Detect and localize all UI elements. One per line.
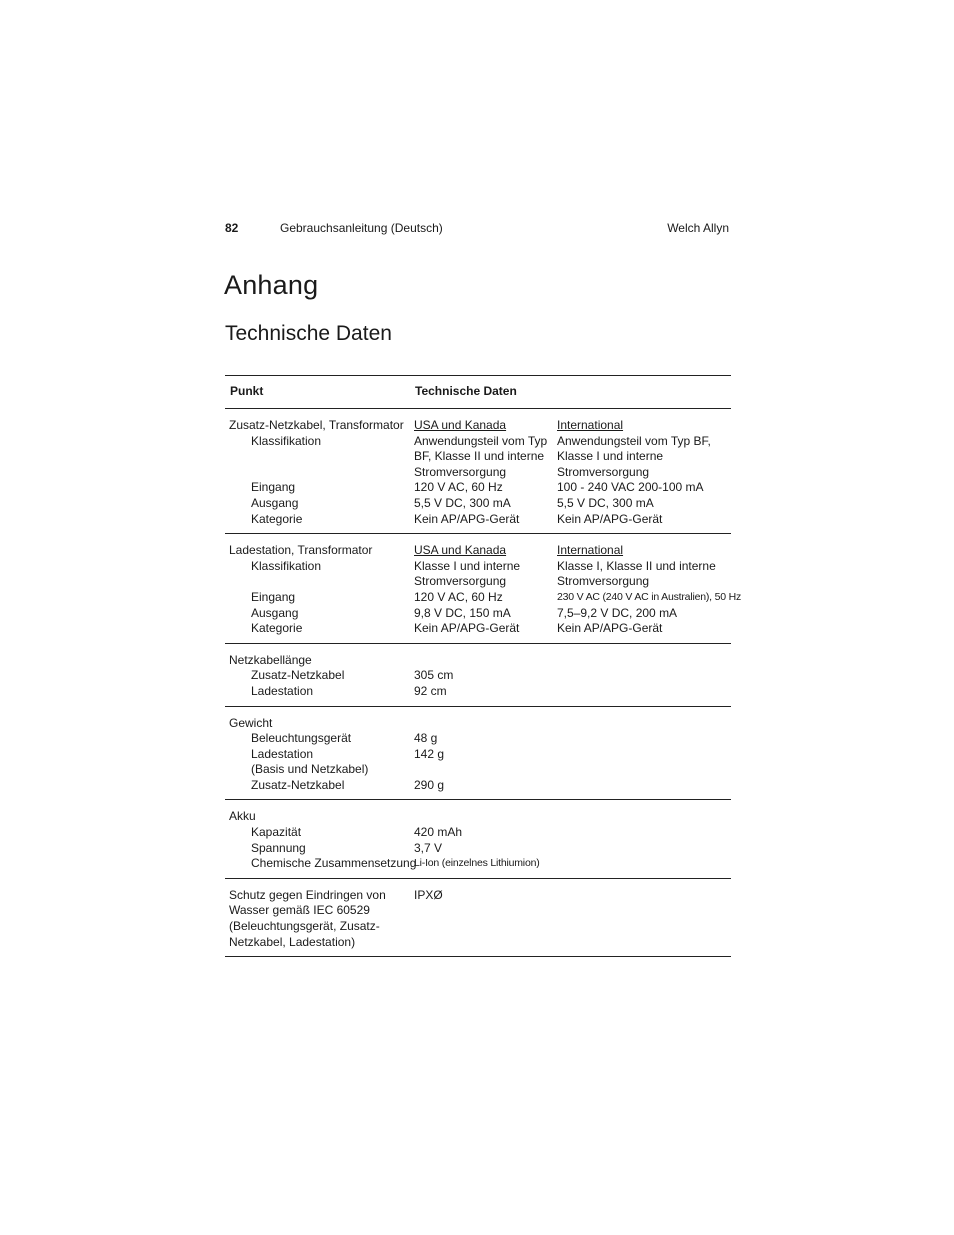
cell-value: Li-Ion (einzelnes Lithiumion) <box>414 857 540 870</box>
section-title: Technische Daten <box>225 322 392 345</box>
cell-value: BF, Klasse II und interne <box>414 449 545 464</box>
row-label: Zusatz-Netzkabel <box>251 668 345 683</box>
cell-value: 7,5–9,2 V DC, 200 mA <box>557 605 678 620</box>
row-label: Netzkabel, Ladestation) <box>229 934 356 949</box>
cell-value: 5,5 V DC, 300 mA <box>557 495 654 510</box>
cell-value: Kein AP/APG-Gerät <box>557 621 663 636</box>
cell-value: 305 cm <box>414 668 454 683</box>
brand-name: Welch Allyn <box>667 221 729 235</box>
cell-value: IPXØ <box>414 887 443 902</box>
us-heading: USA und Kanada <box>414 418 507 432</box>
row-label: Spannung <box>251 840 306 855</box>
row-label: Wasser gemäß IEC 60529 <box>229 903 370 918</box>
cell-value: 3,7 V <box>414 840 443 855</box>
table-group-weight <box>225 707 731 801</box>
group-heading: Akku <box>229 809 256 824</box>
cell-value: 120 V AC, 60 Hz <box>414 589 503 604</box>
cell-value: Stromversorgung <box>414 574 507 589</box>
row-label: Zusatz-Netzkabel <box>251 777 345 792</box>
cell-value: 230 V AC (240 V AC in Australien), 50 Hz <box>557 590 742 603</box>
cell-value: Klasse I, Klasse II und interne <box>557 558 716 573</box>
cell-value: 92 cm <box>414 683 447 698</box>
row-label: Kapazität <box>251 825 302 840</box>
table-group-battery <box>225 800 731 878</box>
intl-heading: International <box>557 418 624 432</box>
page-title: Anhang <box>224 270 319 300</box>
cell-value: 5,5 V DC, 300 mA <box>414 495 511 510</box>
cell-value: Stromversorgung <box>557 574 650 589</box>
row-label: Ausgang <box>251 495 299 510</box>
column-header-specs: Technische Daten <box>415 384 517 399</box>
row-label: Schutz gegen Eindringen von <box>229 887 386 902</box>
row-label: Eingang <box>251 480 296 495</box>
cell-value: Anwendungsteil vom Typ BF, <box>557 433 711 448</box>
row-label: Eingang <box>251 589 296 604</box>
table-group-ingress-protection <box>225 879 731 957</box>
cell-value: 48 g <box>414 731 438 746</box>
table-group-power-cord <box>225 409 731 534</box>
group-heading: Zusatz-Netzkabel, Transformator <box>229 418 404 432</box>
row-label: Kategorie <box>251 621 303 636</box>
row-label: Ladestation <box>251 746 314 761</box>
cell-value: Klasse I und interne <box>414 558 521 573</box>
cell-value: 142 g <box>414 746 445 761</box>
table-group-cable-length <box>225 644 731 707</box>
row-label: Kategorie <box>251 511 303 526</box>
row-label: (Beleuchtungsgerät, Zusatz- <box>229 919 380 934</box>
table-header <box>225 376 731 409</box>
cell-value: 120 V AC, 60 Hz <box>414 480 503 495</box>
us-heading: USA und Kanada <box>414 543 507 558</box>
table-group-charger <box>225 534 742 644</box>
cell-value: Stromversorgung <box>414 464 507 479</box>
manual-title: Gebrauchsanleitung (Deutsch) <box>280 221 443 235</box>
intl-heading: International <box>557 543 624 558</box>
row-label: Ausgang <box>251 605 299 620</box>
row-label: Klassifikation <box>251 558 322 573</box>
row-label: Beleuchtungsgerät <box>251 731 352 746</box>
cell-value: Klasse I und interne <box>557 449 664 464</box>
cell-value: Anwendungsteil vom Typ <box>414 433 548 448</box>
row-label: Klassifikation <box>251 433 322 448</box>
group-heading: Ladestation, Transformator <box>229 543 373 558</box>
row-label: Ladestation <box>251 683 314 698</box>
row-note: (Basis und Netzkabel) <box>251 762 369 777</box>
page-number: 82 <box>225 221 239 235</box>
cell-value: Kein AP/APG-Gerät <box>557 511 663 526</box>
group-heading: Netzkabellänge <box>229 652 312 667</box>
cell-value: 9,8 V DC, 150 mA <box>414 605 511 620</box>
cell-value: 290 g <box>414 777 445 792</box>
column-header-item: Punkt <box>230 384 264 399</box>
cell-value: Stromversorgung <box>557 464 650 479</box>
row-label: Chemische Zusammensetzung <box>251 856 417 871</box>
cell-value: Kein AP/APG-Gerät <box>414 621 520 636</box>
cell-value: 100 - 240 VAC 200-100 mA <box>557 480 704 495</box>
cell-value: Kein AP/APG-Gerät <box>414 511 520 526</box>
cell-value: 420 mAh <box>414 825 463 840</box>
group-heading: Gewicht <box>229 715 273 730</box>
spec-table <box>225 375 742 957</box>
page-header <box>225 221 729 239</box>
